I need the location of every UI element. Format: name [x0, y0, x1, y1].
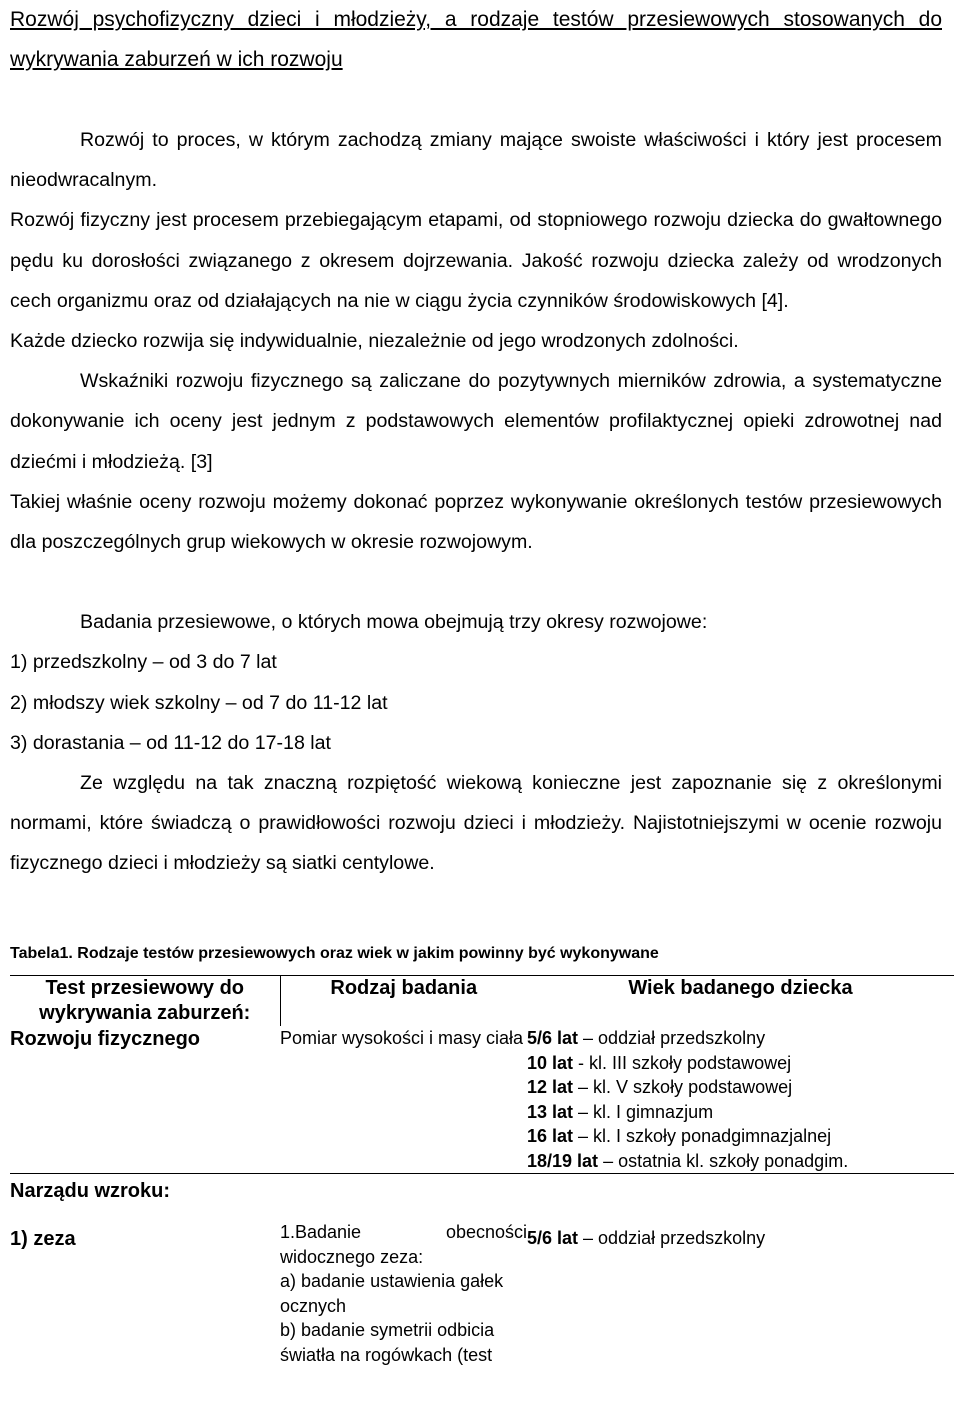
table-caption: Tabela1. Rodzaje testów przesiewowych oraz wiek w jakim powinny być wykonywane [10, 945, 659, 962]
table-section-row [10, 1174, 954, 1221]
age-item: 18/19 lat – ostatnia kl. szkoły ponadgim. [527, 1150, 849, 1171]
table-row [10, 1026, 954, 1174]
blank-line [10, 80, 942, 120]
paragraph-closing: Ze względu na tak znaczną rozpiętość wiekową konieczne jest zapoznanie się z określonymi normami, które świadczą o prawidłowości rozwoju dzieci i młodzieży. Najistotniejszymi w ocenie rozwoju fizycznego dzieci i młodzieży są siatki centylowe. [10, 772, 942, 875]
exam-line: a) badanie ustawienia gałek ocznych [280, 1271, 504, 1316]
periods-intro: Badania przesiewowe, o których mowa obejmują trzy okresy rozwojowe: [80, 611, 708, 634]
exam-line: 1.Badanie obecności widocznego zeza: [280, 1222, 527, 1267]
paragraph-indicators: Wskaźniki rozwoju fizycznego są zaliczane do pozytywnych mierników zdrowia, a systematyczne dokonywanie ich oceny jest jednym z podstawowych elementów profilaktycznej opieki zdrowotnej nad dziećmi i młodzieżą. [3] [10, 370, 942, 473]
screening-tests-table [10, 975, 954, 1367]
header-exam: Rodzaj badania [280, 976, 527, 1027]
paragraph-definition: Rozwój to proces, w którym zachodzą zmiany mające swoiste właściwości i który jest procesem nieodwracalnym. [10, 129, 942, 192]
empty-cell [280, 1174, 527, 1221]
section-vision: Narządu wzroku: [10, 1174, 280, 1221]
exam-line: b) badanie symetrii odbicia światła na rogówkach (test [280, 1320, 495, 1365]
empty-cell [527, 1174, 954, 1221]
exam-strabismus [280, 1220, 527, 1367]
age-item: 5/6 lat – oddział przedszkolny [527, 1228, 766, 1248]
age-item: 16 lat – kl. I szkoły ponadgimnazjalnej [527, 1126, 832, 1146]
period-item-1: 1) przedszkolny – od 3 do 7 lat [10, 651, 277, 674]
age-list [527, 1026, 954, 1174]
period-item-3: 3) dorastania – od 11-12 do 17-18 lat [10, 731, 331, 754]
age-list [527, 1220, 954, 1367]
test-physical-development: Rozwoju fizycznego [10, 1028, 200, 1050]
age-item: 5/6 lat – oddział przedszkolny [527, 1028, 766, 1048]
header-age: Wiek badanego dziecka [527, 976, 954, 1027]
paragraph-physical-development: Rozwój fizyczny jest procesem przebiegającym etapami, od stopniowego rozwoju dziecka do gwałtownego pędu ku dorosłości związanego z okresem dojrzewania. Jakość rozwoju dziecka zależy od wrodzonych cech organizmu oraz od działających na nie w ciągu życia czynników środowiskowych [4]. [10, 209, 942, 312]
document-page [10, 0, 942, 1365]
exam-height-weight: Pomiar wysokości i masy ciała [280, 1028, 524, 1048]
period-item-2: 2) młodszy wiek szkolny – od 7 do 11-12 lat [10, 691, 388, 714]
paragraph-screening-tests: Takiej właśnie oceny rozwoju możemy dokonać poprzez wykonywanie określonych testów przesiewowych dla poszczególnych grup wiekowych w okresie rozwojowym. [10, 490, 942, 554]
document-title: Rozwój psychofizyczny dzieci i młodzieży, a rodzaje testów przesiewowych stosowanych do wykrywania zaburzeń w ich rozwoju [10, 8, 942, 71]
paragraph-individual-development: Każde dziecko rozwija się indywidualnie, niezależnie od jego wrodzonych zdolności. [10, 330, 739, 353]
test-strabismus: 1) zeza [10, 1228, 76, 1250]
blank-line [10, 562, 942, 602]
age-item: 10 lat - kl. III szkoły podstawowej [527, 1052, 792, 1073]
table-header-row [10, 976, 954, 1027]
header-test: Test przesiewowy do wykrywania zaburzeń: [10, 976, 280, 1027]
age-item: 13 lat – kl. I gimnazjum [527, 1101, 714, 1122]
table-row [10, 1220, 954, 1367]
age-item: 12 lat – kl. V szkoły podstawowej [527, 1077, 793, 1097]
